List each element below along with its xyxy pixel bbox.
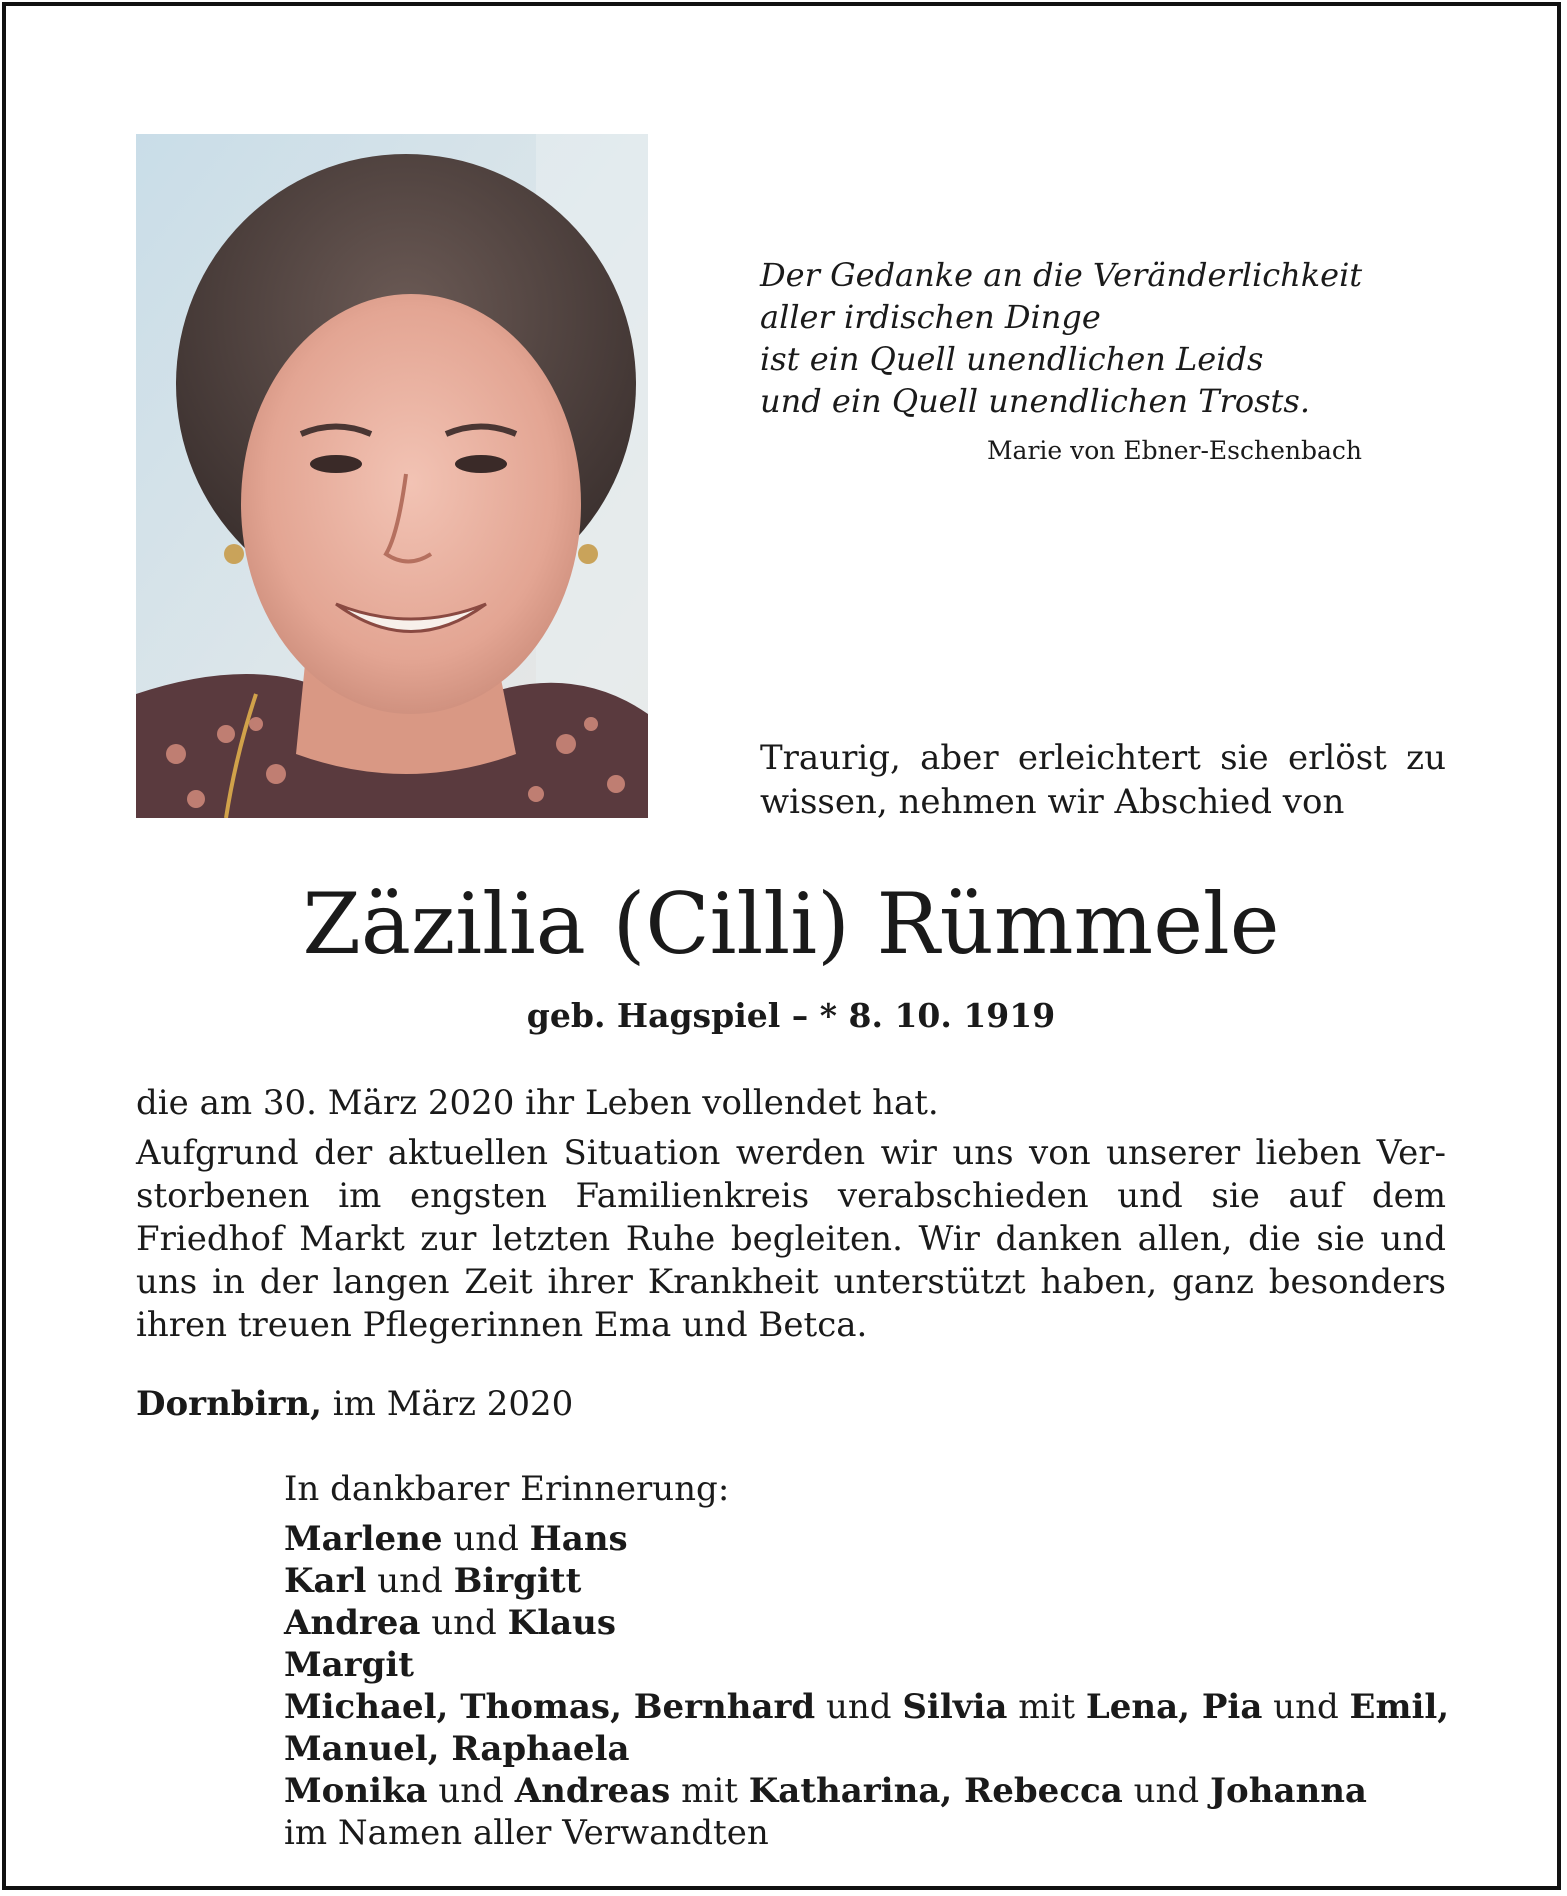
mourner-row [284, 1770, 1454, 1812]
birth-line: geb. Hagspiel – * 8. 10. 1919 [526, 996, 1056, 1035]
mourner-row [284, 1560, 1454, 1602]
mourner-name: Lena, Pia [1085, 1687, 1263, 1727]
mourner-name: Silvia [902, 1687, 1008, 1727]
quote-author: Marie von Ebner-Eschenbach [986, 436, 1362, 465]
portrait-photo [136, 134, 648, 818]
mourner-name: Monika [284, 1771, 428, 1811]
mourner-name: Katharina, Rebecca [748, 1771, 1123, 1811]
obituary-frame [2, 2, 1561, 1890]
place-date [136, 1384, 1446, 1424]
mourner-name: Karl [284, 1561, 367, 1601]
mourners-list [284, 1468, 1454, 1854]
mourners-heading: In dankbarer Erinnerung: [284, 1469, 730, 1509]
quote-line: Der Gedanke an die Veränderlichkeit [760, 256, 1363, 294]
mourner-connector: und [442, 1519, 530, 1559]
mourner-row [284, 1518, 1454, 1560]
mourner-connector: und [1122, 1771, 1210, 1811]
mourner-connector: und [427, 1771, 515, 1811]
death-line: die am 30. März 2020 ihr Leben vollendet hat. [136, 1083, 939, 1123]
portrait-photo-icon [136, 134, 648, 818]
intro-text: Traurig, aber erleichtert sie erlöst zu wissen, nehmen wir Abschied von [760, 738, 1446, 822]
quote-line: und ein Quell unendlichen Trosts. [760, 382, 1310, 420]
mourner-connector: mit [1007, 1687, 1086, 1727]
mourner-row [284, 1686, 1454, 1728]
message-text: Aufgrund der aktuellen Situation werden wir uns von unserer lieben Verstorbenen im engsten Familienkreis verabschieden und sie auf dem Friedhof Markt zur letzten Ruhe begleiten. Wir danken allen, die sie und uns in der langen Zeit ihrer Krankheit unterstützt haben, ganz besonders ihren treuen Pflegerinnen Ema und Betca. [136, 1133, 1446, 1345]
quote-line: ist ein Quell unendlichen Leids [760, 340, 1264, 378]
mourner-name: Birgitt [453, 1561, 582, 1601]
mourner-connector: und [1262, 1687, 1350, 1727]
mourner-name: Andrea [284, 1603, 421, 1643]
mourner-name: Klaus [507, 1603, 616, 1643]
mourner-name: Marlene [284, 1519, 443, 1559]
mourner-connector: und [420, 1603, 508, 1643]
mourner-row [284, 1728, 1454, 1770]
mourner-row [284, 1602, 1454, 1644]
mourner-name: Johanna [1209, 1771, 1367, 1811]
mourner-name: Emil, [1349, 1687, 1450, 1727]
mourner-row [284, 1644, 1454, 1686]
mourner-name: Margit [284, 1645, 414, 1685]
epigraph-quote [760, 254, 1380, 422]
mourner-connector: und [815, 1687, 903, 1727]
place-city: Dornbirn, [136, 1384, 322, 1424]
mourner-connector: mit [670, 1771, 749, 1811]
mourners-closing: im Namen aller Verwandten [284, 1813, 769, 1853]
quote-line: aller irdischen Dinge [760, 298, 1101, 336]
mourner-connector: und [366, 1561, 454, 1601]
place-date-text: im März 2020 [332, 1384, 574, 1424]
deceased-name: Zäzilia (Cilli) Rümmele [302, 875, 1280, 973]
mourner-name: Hans [529, 1519, 628, 1559]
mourners-rows [284, 1518, 1454, 1812]
mourner-name: Michael, Thomas, Bernhard [284, 1687, 816, 1727]
mourner-name: Manuel, Raphaela [284, 1729, 630, 1769]
mourner-name: Andreas [514, 1771, 671, 1811]
